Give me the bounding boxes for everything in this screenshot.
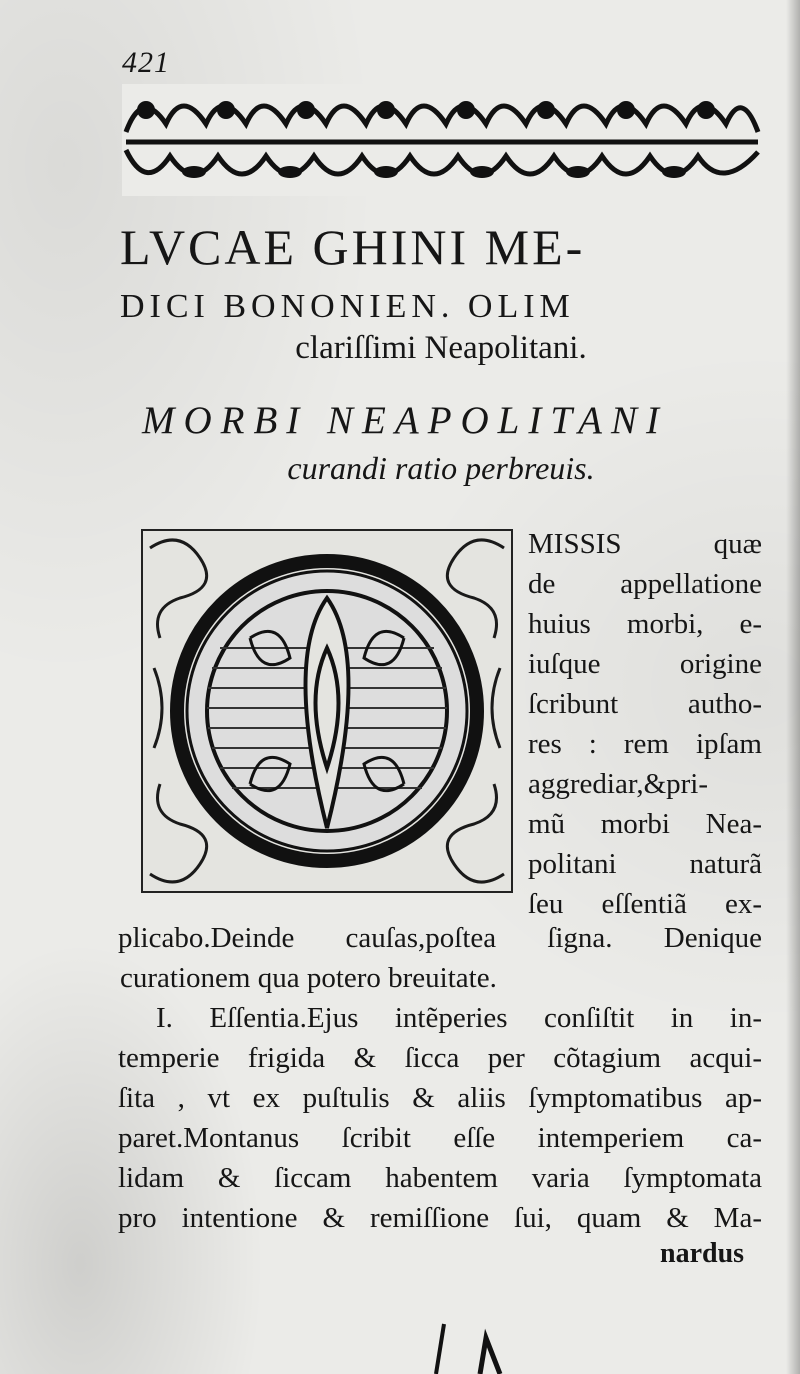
- title-line-1: LVCAE GHINI ME-: [120, 219, 586, 275]
- body-text-line: curationem qua potero breuitate.: [120, 962, 497, 994]
- subtitle-line-2: curandi ratio perbreuis.: [287, 450, 595, 486]
- title-line-2: DICI BONONIEN. OLIM: [120, 288, 575, 325]
- page-number: 421: [122, 46, 170, 79]
- ink-mark: [420, 1318, 530, 1374]
- side-text-line: mũ morbi Nea-: [528, 808, 762, 840]
- body-text-line: paret.Montanus ſcribit eſſe intemperiem ca-: [118, 1122, 762, 1154]
- body-text-line: lidam & ſiccam habentem varia ſymptomata: [118, 1162, 762, 1194]
- side-text-line: res : rem ipſam: [528, 728, 762, 760]
- body-text-line: pro intentione & remiſſione ſui, quam & Ma-: [118, 1202, 762, 1234]
- side-text-line: huius morbi, e-: [528, 608, 762, 640]
- side-text-line: ſcribunt autho-: [528, 688, 762, 720]
- headpiece-ornament: [122, 84, 762, 196]
- side-text-line: de appellatione: [528, 568, 762, 600]
- side-text-line: politani naturã: [528, 848, 762, 880]
- side-text-line: iuſque origine: [528, 648, 762, 680]
- catchword: nardus: [660, 1238, 745, 1269]
- body-text-line: I. Eſſentia.Ejus intẽperies conſiſtit in in-: [156, 1002, 762, 1034]
- body-text-line: ſita , vt ex puſtulis & aliis ſymptomatibus ap-: [118, 1082, 762, 1114]
- side-text-line: ſeu eſſentiã ex-: [528, 888, 762, 920]
- body-text-line: plicabo.Deinde cauſas,poſtea ſigna. Denique: [118, 922, 762, 954]
- side-text-line: aggrediar,&pri-: [528, 768, 709, 800]
- body-text-line: temperie frigida & ſicca per cõtagium acqui-: [118, 1042, 762, 1074]
- title-line-3: clariſſimi Neapolitani.: [295, 330, 587, 366]
- subtitle-line-1: MORBI NEAPOLITANI: [142, 399, 668, 442]
- page-gutter-shadow: [786, 0, 800, 1374]
- side-text-line: MISSIS quæ: [528, 528, 762, 560]
- decorated-initial-o: [140, 528, 514, 894]
